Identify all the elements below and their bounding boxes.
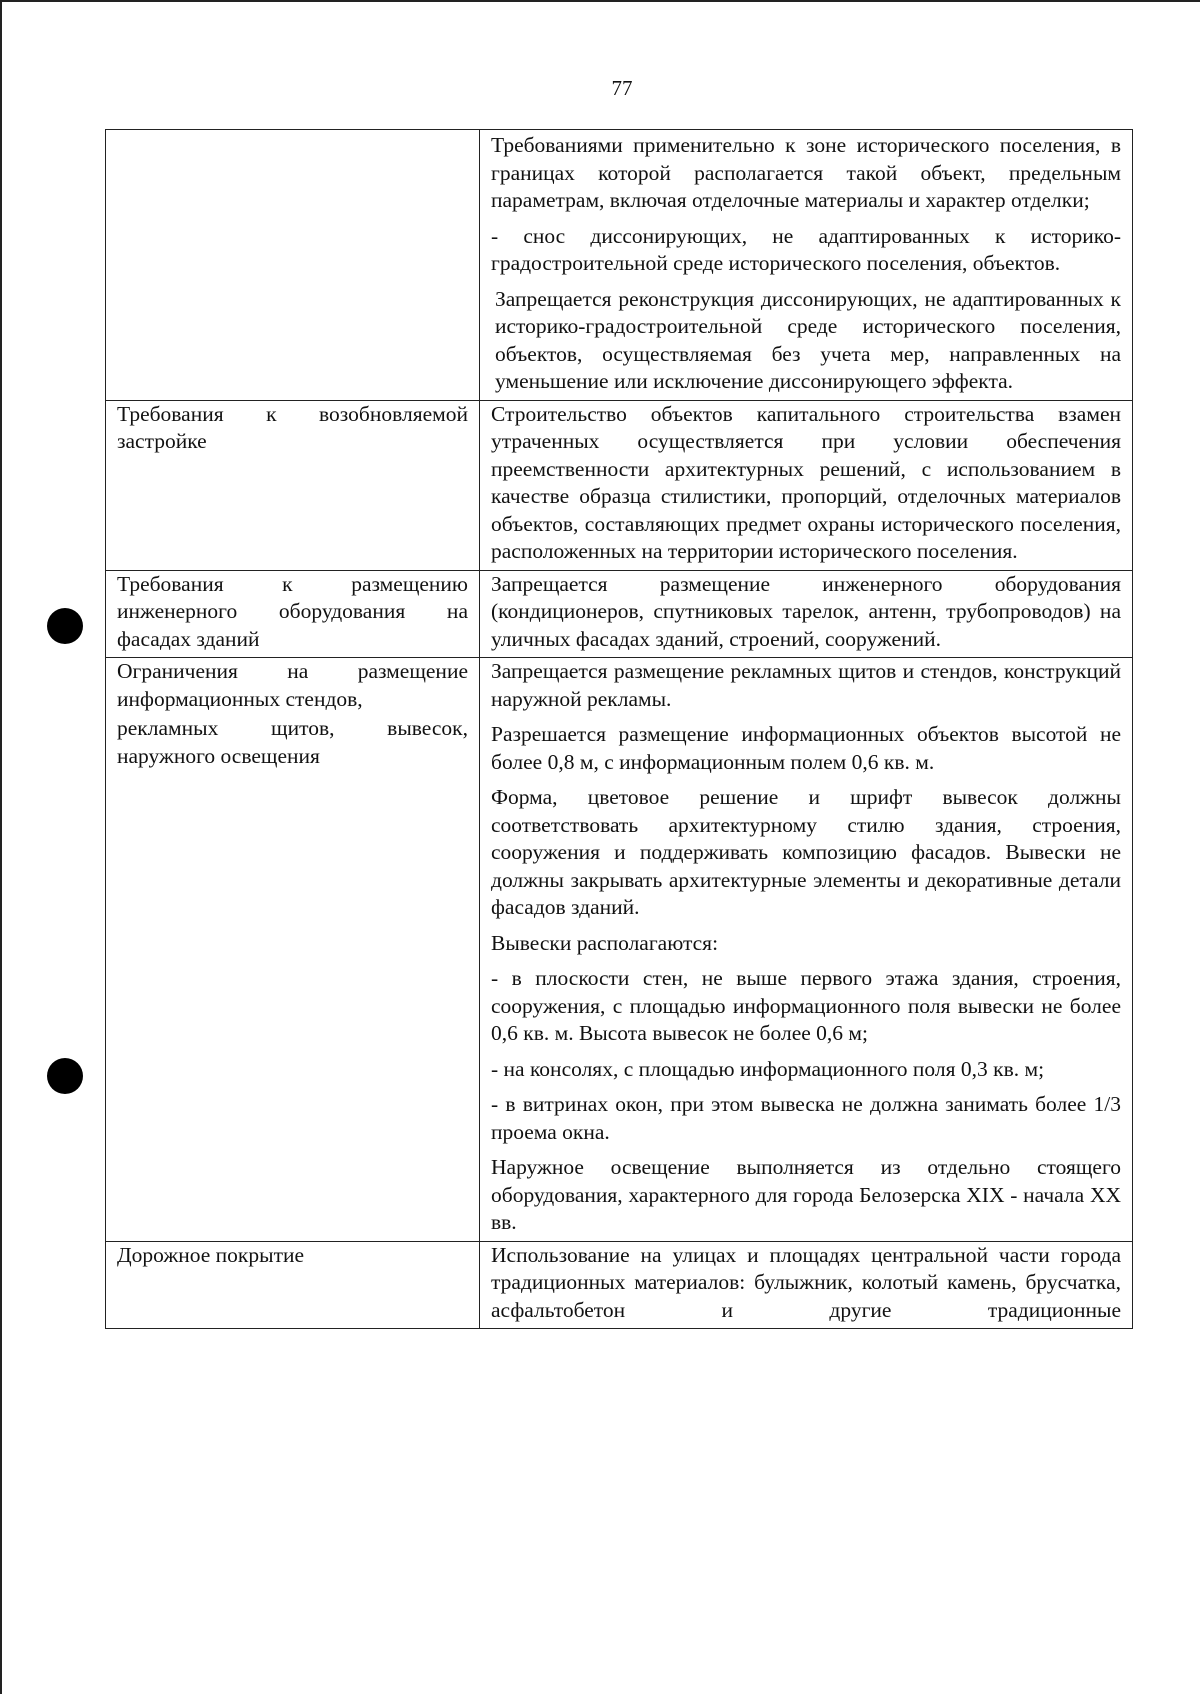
paragraph: Запрещается реконструкция диссонирующих, не адаптированных к историко-градостроительной среде исторического поселения, объектов, осуществляемая без учета мер, направленных на уменьшение или исключение диссонирующего эффекта.	[495, 286, 1121, 393]
table-cell-content	[480, 1241, 1133, 1329]
table-cell-label	[106, 1241, 480, 1329]
table-row	[106, 1241, 1133, 1329]
paragraph: Запрещается размещение инженерного оборудования (кондиционеров, спутниковых тарелок, антенн, трубопроводов) на уличных фасадах зданий, строений, сооружений.	[491, 571, 1121, 651]
paragraph: Строительство объектов капитального строительства взамен утраченных осуществляется при условии обеспечения преемственности архитектурных решений, с использованием в качестве образца стилистики, пропорций, отделочных материалов объектов, составляющих предмет охраны исторического поселения, расположенных на территории исторического поселения.	[491, 401, 1121, 563]
table-cell-label	[106, 400, 480, 570]
paragraph: Запрещается размещение рекламных щитов и стендов, конструкций наружной рекламы.	[491, 659, 1121, 711]
row-label-line: Ограничения на размещение информационных стендов,	[117, 659, 468, 711]
paragraph: - на консолях, с площадью информационного поля 0,3 кв. м;	[491, 1056, 1045, 1081]
regulations-table	[105, 129, 1133, 1329]
punch-hole-mark	[47, 608, 83, 644]
table-row	[106, 400, 1133, 570]
paragraph: - в плоскости стен, не выше первого этажа здания, строения, сооружения, с площадью информационного поля вывески не более 0,6 кв. м. Высота вывесок не более 0,6 м;	[491, 966, 1121, 1045]
paragraph: - в витринах окон, при этом вывеска не должна занимать более 1/3 проема окна.	[491, 1092, 1121, 1144]
table-row	[106, 570, 1133, 658]
punch-hole-mark	[47, 1058, 83, 1094]
table-cell-content	[480, 570, 1133, 658]
table-cell-content	[480, 400, 1133, 570]
table-cell-label	[106, 658, 480, 1242]
paragraph: Использование на улицах и площадях центральной части города традиционных материалов: булыжник, колотый камень, брусчатка, асфальтобетон и другие традиционные	[491, 1242, 1121, 1322]
table-cell-content	[480, 130, 1133, 401]
row-label: Требования к размещению инженерного оборудования на фасадах зданий	[117, 571, 468, 651]
page-number: 77	[611, 76, 633, 100]
row-label-line: рекламных щитов, вывесок, наружного освещения	[117, 716, 468, 768]
paragraph: Вывески располагаются:	[491, 930, 719, 955]
row-label: Дорожное покрытие	[117, 1242, 305, 1267]
table-row	[106, 130, 1133, 401]
table-cell-label	[106, 570, 480, 658]
table-row	[106, 658, 1133, 1242]
table-cell-label	[106, 130, 480, 401]
paragraph: Разрешается размещение информационных объектов высотой не более 0,8 м, с информационным полем 0,6 кв. м.	[491, 722, 1121, 774]
paragraph: Форма, цветовое решение и шрифт вывесок должны соответствовать архитектурному стилю здания, строения, сооружения и поддерживать композицию фасадов. Вывески не должны закрывать архитектурные элементы и декоративные детали фасадов зданий.	[491, 785, 1121, 919]
table-cell-content	[480, 658, 1133, 1242]
paragraph: - снос диссонирующих, не адаптированных к историко-градостроительной среде исторического поселения, объектов.	[491, 223, 1121, 275]
row-label: Требования к возобновляемой застройке	[117, 401, 468, 453]
paragraph: Наружное освещение выполняется из отдельно стоящего оборудования, характерного для города Белозерска XIX - начала XX вв.	[491, 1155, 1121, 1234]
paragraph: Требованиями применительно к зоне исторического поселения, в границах которой располагается такой объект, предельным параметрам, включая отделочные материалы и характер отделки;	[491, 133, 1121, 212]
